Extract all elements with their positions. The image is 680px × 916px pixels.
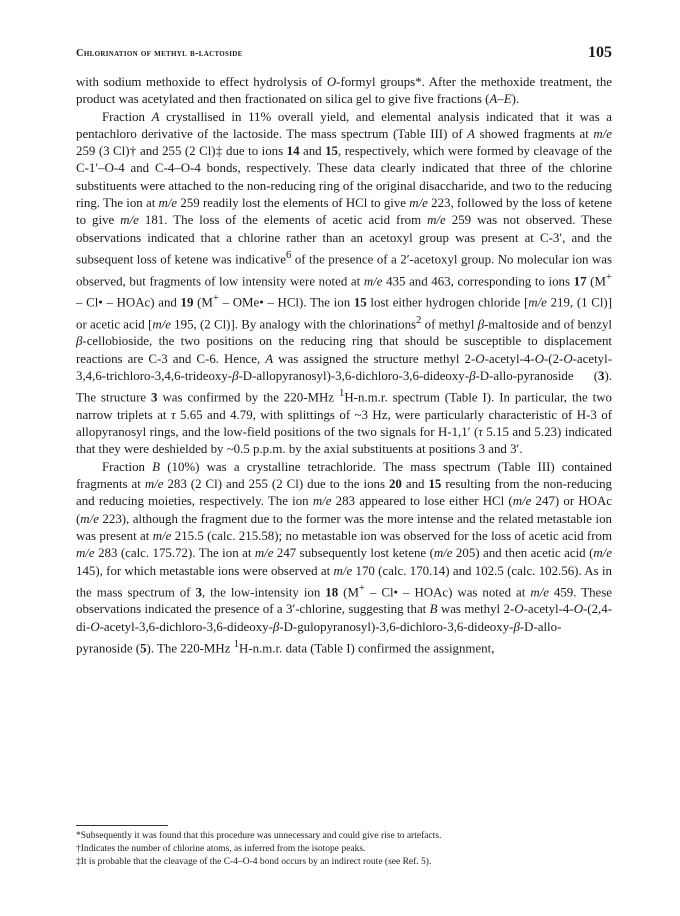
- page-number: 105: [588, 44, 612, 61]
- body-text: [76, 74, 612, 658]
- footnote-asterisk: *Subsequently it was found that this procedure was unnecessary and could give rise to artefacts.: [76, 831, 442, 841]
- paragraph-fraction-a: Fraction A crystallised in 11% overall yield, and elemental analysis indicated that it was a pentachloro derivative of the lactoside. The mass spectrum (Table III) of A showed fragments at m/e 259 (3 Cl)† and 255 (2 Cl)‡ due to ions 14 and 15, respectively, which were formed by cleavage of the C-1′–O-4 and C-4–O-4 bonds, respectively. These data clearly indicated that three of the chlorine substituents were attached to the non-reducing ring of the original disaccharide, and two to the reducing ring. The ion at m/e 259 readily lost the elements of HCl to give m/e 223, followed by the loss of ketene to give m/e 181. The loss of the elements of acetic acid from m/e 259 was not observed. These observations indicated that a chlorine rather than an acetoxyl group was present at C-3′, and the subsequent loss of ketene was indicative$^6$ of the presence of a 2′-acetoxyl group. No molecular ion was observed, but fragments of low intensity were noted at m/e 435 and 463, corresponding to ions 17 (M+ – Cl• – HOAc) and 19 (M+ – OMe• – HCl). The ion 15 lost either hydrogen chloride [m/e 219, (1 Cl)] or acetic acid [m/e 195, (2 Cl)]. By analogy with the chlorinations$^2$ of methyl β-maltoside and of benzyl β-cellobioside, the two positions on the reducing ring that should be susceptible to displacement reactions are C-3 and C-6. Hence, A was assigned the structure methyl 2-O-acetyl-4-O-(2-O-acetyl-3,4,6-trichloro-3,4,6-trideoxy-β-D-allopyranosyl)-3,6-dichloro-3,6-dideoxy-β-D-allo-pyranoside (3). The structure 3 was confirmed by the 220-MHz $^1$H-n.m.r. spectrum (Table I). In particular, the two narrow triplets at τ 5.65 and 4.79, with splittings of ~3 Hz, were particularly characteristic of H-3 of allopyranosyl rings, and the low-field positions of the two signals for H-1,1′ (τ 5.15 and 5.23) indicated that they were deshielded by ~0.5 p.p.m. by the axial substituents at positions 3 and 3′.: [76, 109, 613, 457]
- running-head-title: Chlorination of methyl β-lactoside: [76, 48, 243, 59]
- footnote-double-dagger: ‡It is probable that the cleavage of the C-4–O-4 bond occurs by an indirect route (see Ref. 5).: [76, 857, 432, 867]
- footnotes: [76, 830, 612, 869]
- paragraph-continuation: with sodium methoxide to effect hydrolysis of O-formyl groups*. After the methoxide treatment, the product was acetylated and then fractionated on silica gel to give five fractions (A–E).: [76, 75, 612, 107]
- paragraph-fraction-b: Fraction B (10%) was a crystalline tetrachloride. The mass spectrum (Table III) contained fragments at m/e 283 (2 Cl) and 255 (2 Cl) due to the ions 20 and 15 resulting from the non-reducing and reducing moieties, respectively. The ion m/e 283 appeared to lose either HCl (m/e 247) or HOAc (m/e 223), although the fragment due to the former was the more intense and the related metastable ion was present at m/e 215.5 (calc. 215.58); no metastable ion was observed for the loss of acetic acid from m/e 283 (calc. 175.72). The ion at m/e 247 subsequently lost ketene (m/e 205) and then acetic acid (m/e 145), for which metastable ions were observed at m/e 170 (calc. 170.14) and 102.5 (calc. 102.56). As in the mass spectrum of 3, the low-intensity ion 18 (M+ – Cl• – HOAc) was noted at m/e 459. These observations indicated the presence of a 3′-chlorine, suggesting that B was methyl 2-O-acetyl-4-O-(2,4-di-O-acetyl-3,6-dichloro-3,6-dideoxy-β-D-gulopyranosyl)-3,6-dichloro-3,6-dideoxy-β-D-allo-pyranoside (5). The 220-MHz $^1$H-n.m.r. data (Table I) confirmed the assignment,: [76, 459, 612, 656]
- footnote-dagger: †Indicates the number of chlorine atoms, as inferred from the isotope peaks.: [76, 844, 366, 854]
- running-head: [76, 44, 612, 64]
- footnote-rule: [76, 825, 168, 826]
